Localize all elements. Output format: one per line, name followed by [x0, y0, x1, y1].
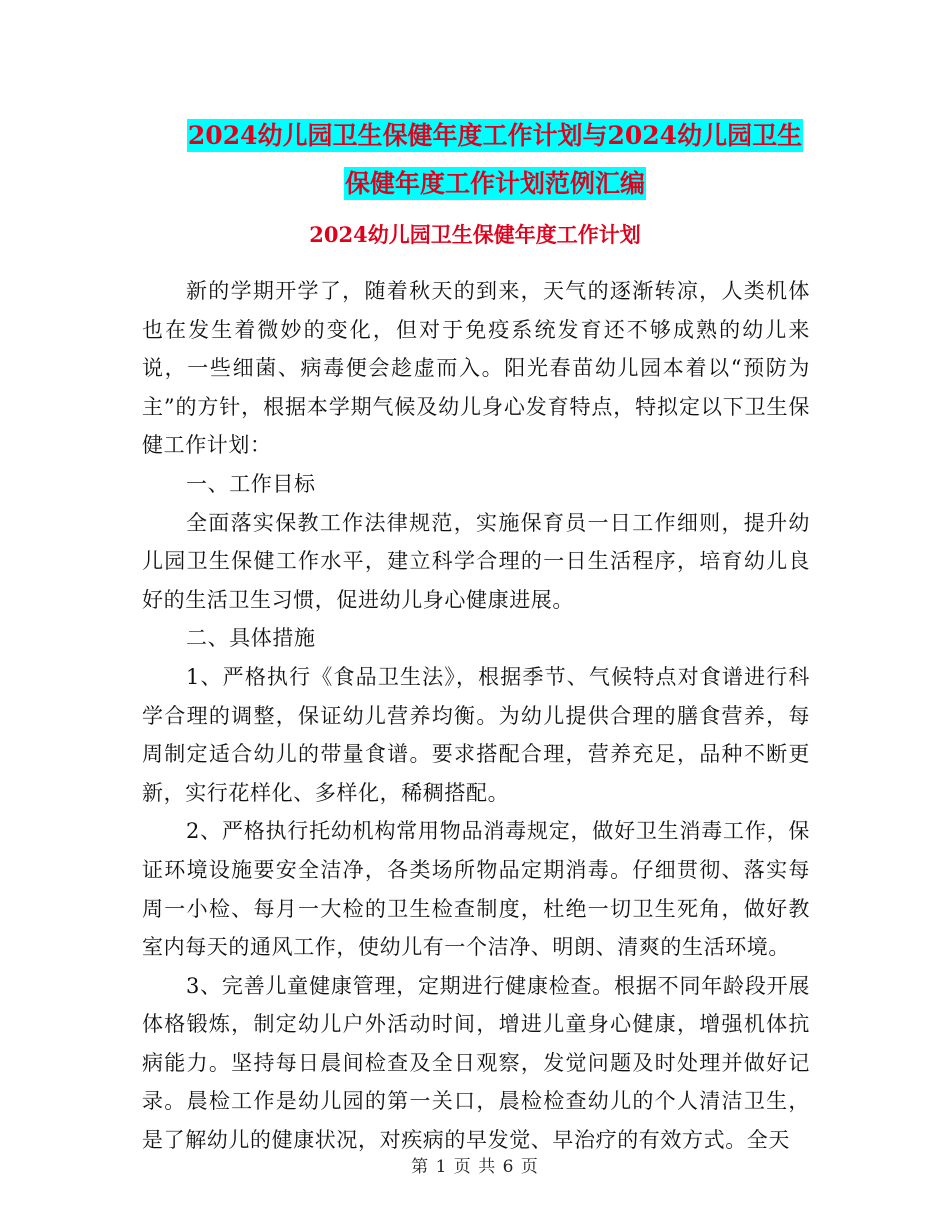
document-body: [142, 272, 810, 1160]
heading-measures: 二、具体措施: [186, 626, 316, 651]
heading-work-goals: 一、工作目标: [186, 471, 316, 496]
page-footer: 第 1 页 共 6 页: [411, 1157, 539, 1177]
section-title: 2024幼儿园卫生保健年度工作计划: [309, 222, 641, 247]
paragraph-intro: 新的学期开学了，随着秋天的到来，天气的逐渐转凉，人类机体也在发生着微妙的变化，但对于免疫系统发育还不够成熟的幼儿来说，一些细菌、病毒便会趁虚而入。阳光春苗幼儿园本着以“预防为主”的方针，根据本学期气候及幼儿身心发育特点，特拟定以下卫生保健工作计划：: [142, 279, 810, 458]
document-title: [150, 112, 840, 208]
document-title-line-2: 保健年度工作计划范例汇编: [344, 169, 645, 198]
paragraph-measure-3: 3、完善儿童健康管理，定期进行健康检查。根据不同年龄段开展体格锻炼，制定幼儿户外活动时间，增进儿童身心健康，增强机体抗病能力。坚持每日晨间检查及全日观察，发觉问题及时处理并做好记录。晨检工作是幼儿园的第一关口，晨检检查幼儿的个人清洁卫生，是了解幼儿的健康状况，对疾病的早发觉、早治疗的有效方式。全天: [142, 973, 810, 1153]
paragraph-measure-1: 1、严格执行《食品卫生法》，根据季节、气候特点对食谱进行科学合理的调整，保证幼儿营养均衡。为幼儿提供合理的膳食营养，每周制定适合幼儿的带量食谱。要求搭配合理，营养充足，品种不断更新，实行花样化、多样化，稀稠搭配。: [142, 664, 810, 805]
document-title-line-1: 2024幼儿园卫生保健年度工作计划与2024幼儿园卫生: [187, 121, 803, 150]
paragraph-work-goals: 全面落实保教工作法律规范，实施保育员一日工作细则，提升幼儿园卫生保健工作水平，建立科学合理的一日生活程序，培育幼儿良好的生活卫生习惯，促进幼儿身心健康进展。: [142, 510, 810, 612]
paragraph-measure-2: 2、严格执行托幼机构常用物品消毒规定，做好卫生消毒工作，保证环境设施要安全洁净，各类场所物品定期消毒。仔细贯彻、落实每周一小检、每月一大检的卫生检查制度，杜绝一切卫生死角，做好教室内每天的通风工作，使幼儿有一个洁净、明朗、清爽的生活环境。: [142, 819, 810, 960]
